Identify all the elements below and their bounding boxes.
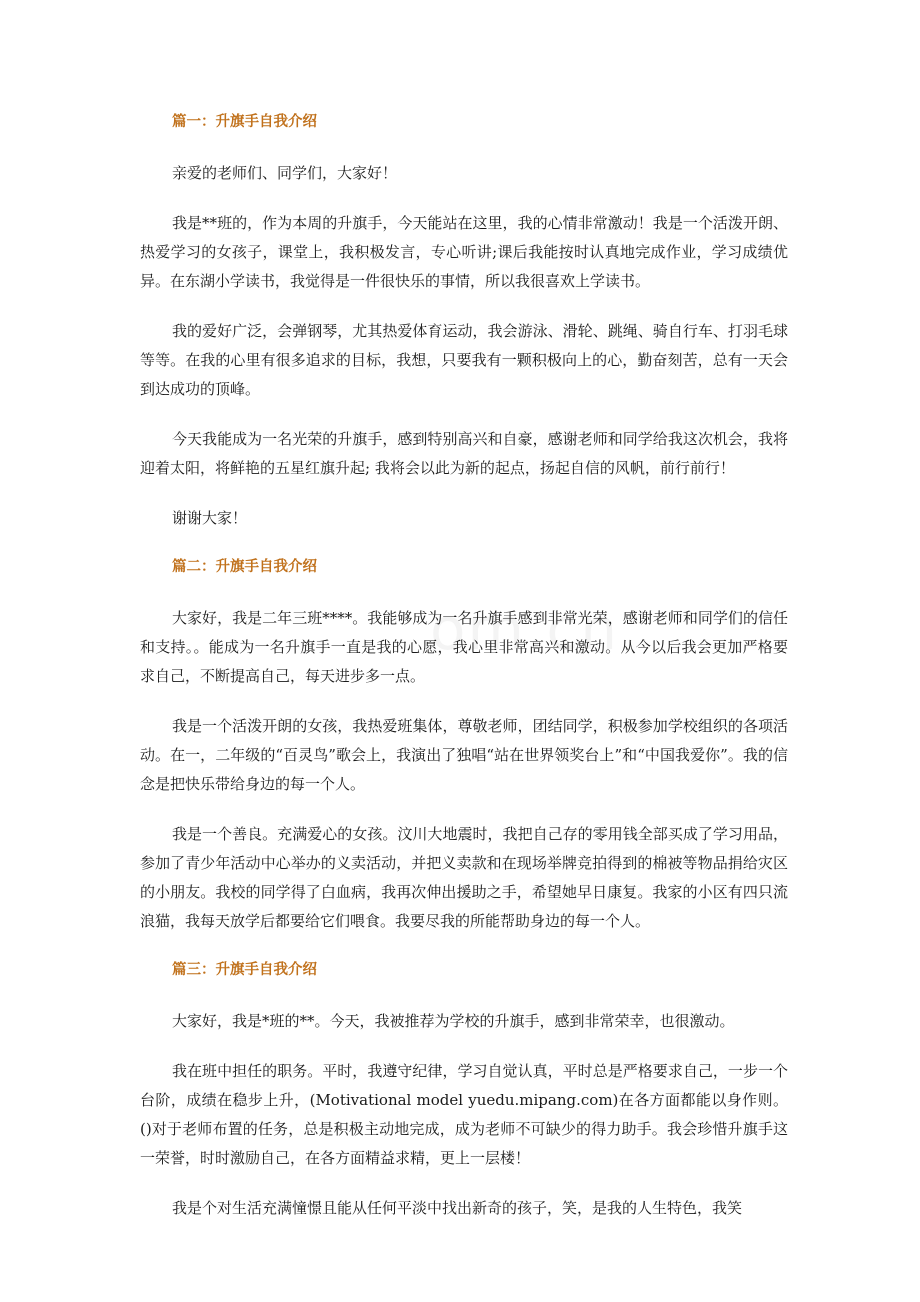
section-2-paragraph: 我是一个善良。充满爱心的女孩。汶川大地震时，我把自己存的零用钱全部买成了学习用品，参加了青少年活动中心举办的义卖活动，并把义卖款和在现场举牌竞拍得到的棉被等物品捐给灾区的小朋友。我校的同学得了白血病，我再次伸出援助之手，希望她早日康复。我家的小区有四只流浪猫，我每天放学后都要给它们喂食。我要尽我的所能帮助身边的每一个人。: [140, 825, 788, 930]
section-1-heading: 篇一：升旗手自我介绍: [172, 114, 317, 130]
section-3-paragraph: 我在班中担任的职务。平时，我遵守纪律，学习自觉认真，平时总是严格要求自己，一步一个台阶，成绩在稳步上升，(Motivational model yuedu.mipang.com)在各方面都能以身作则。()对于老师布置的任务，总是积极主动地完成，成为老师不可缺少的得力助手。我会珍惜升旗手这一荣誉，时时激励自己，在各方面精益求精，更上一层楼！: [140, 1062, 788, 1167]
section-2-heading: 篇二：升旗手自我介绍: [172, 559, 317, 575]
section-2-paragraph: 我是一个活泼开朗的女孩，我热爱班集体，尊敬老师，团结同学，积极参加学校组织的各项活动。在一，二年级的“百灵鸟”歌会上，我演出了独唱“站在世界领奖台上”和“中国我爱你”。我的信念是把快乐带给身边的每一个人。: [140, 717, 788, 793]
section-1-paragraph: 谢谢大家！: [172, 509, 248, 527]
section-1-paragraph: 今天我能成为一名光荣的升旗手，感到特别高兴和自豪，感谢老师和同学给我这次机会，我将迎着太阳，将鲜艳的五星红旗升起; 我将会以此为新的起点，扬起自信的风帆，前行前行！: [140, 430, 788, 477]
section-3-paragraph: 大家好，我是*班的**。今天，我被推荐为学校的升旗手，感到非常荣幸，也很激动。: [172, 1012, 735, 1030]
section-2-paragraph: 大家好，我是二年三班****。我能够成为一名升旗手感到非常光荣，感谢老师和同学们的信任和支持。。能成为一名升旗手一直是我的心愿，我心里非常高兴和激动。从今以后我会更加严格要求自己，不断提高自己，每天进步多一点。: [140, 609, 788, 685]
section-1-paragraph: 我是**班的，作为本周的升旗手，今天能站在这里，我的心情非常激动！我是一个活泼开朗、热爱学习的女孩子，课堂上，我积极发言，专心听讲;课后我能按时认真地完成作业，学习成绩优异。在东湖小学读书，我觉得是一件很快乐的事情，所以我很喜欢上学读书。: [140, 214, 788, 290]
section-3-paragraph: 我是个对生活充满憧憬且能从任何平淡中找出新奇的孩子，笑，是我的人生特色，我笑: [172, 1199, 743, 1217]
section-3-heading: 篇三：升旗手自我介绍: [172, 962, 317, 978]
section-1-paragraph: 亲爱的老师们、同学们，大家好！: [172, 164, 398, 182]
document-body: [140, 108, 788, 1244]
section-1-paragraph: 我的爱好广泛，会弹钢琴，尤其热爱体育运动，我会游泳、滑轮、跳绳、骑自行车、打羽毛球等等。在我的心里有很多追求的目标，我想，只要我有一颗积极向上的心，勤奋刻苦，总有一天会到达成功的顶峰。: [140, 322, 788, 398]
